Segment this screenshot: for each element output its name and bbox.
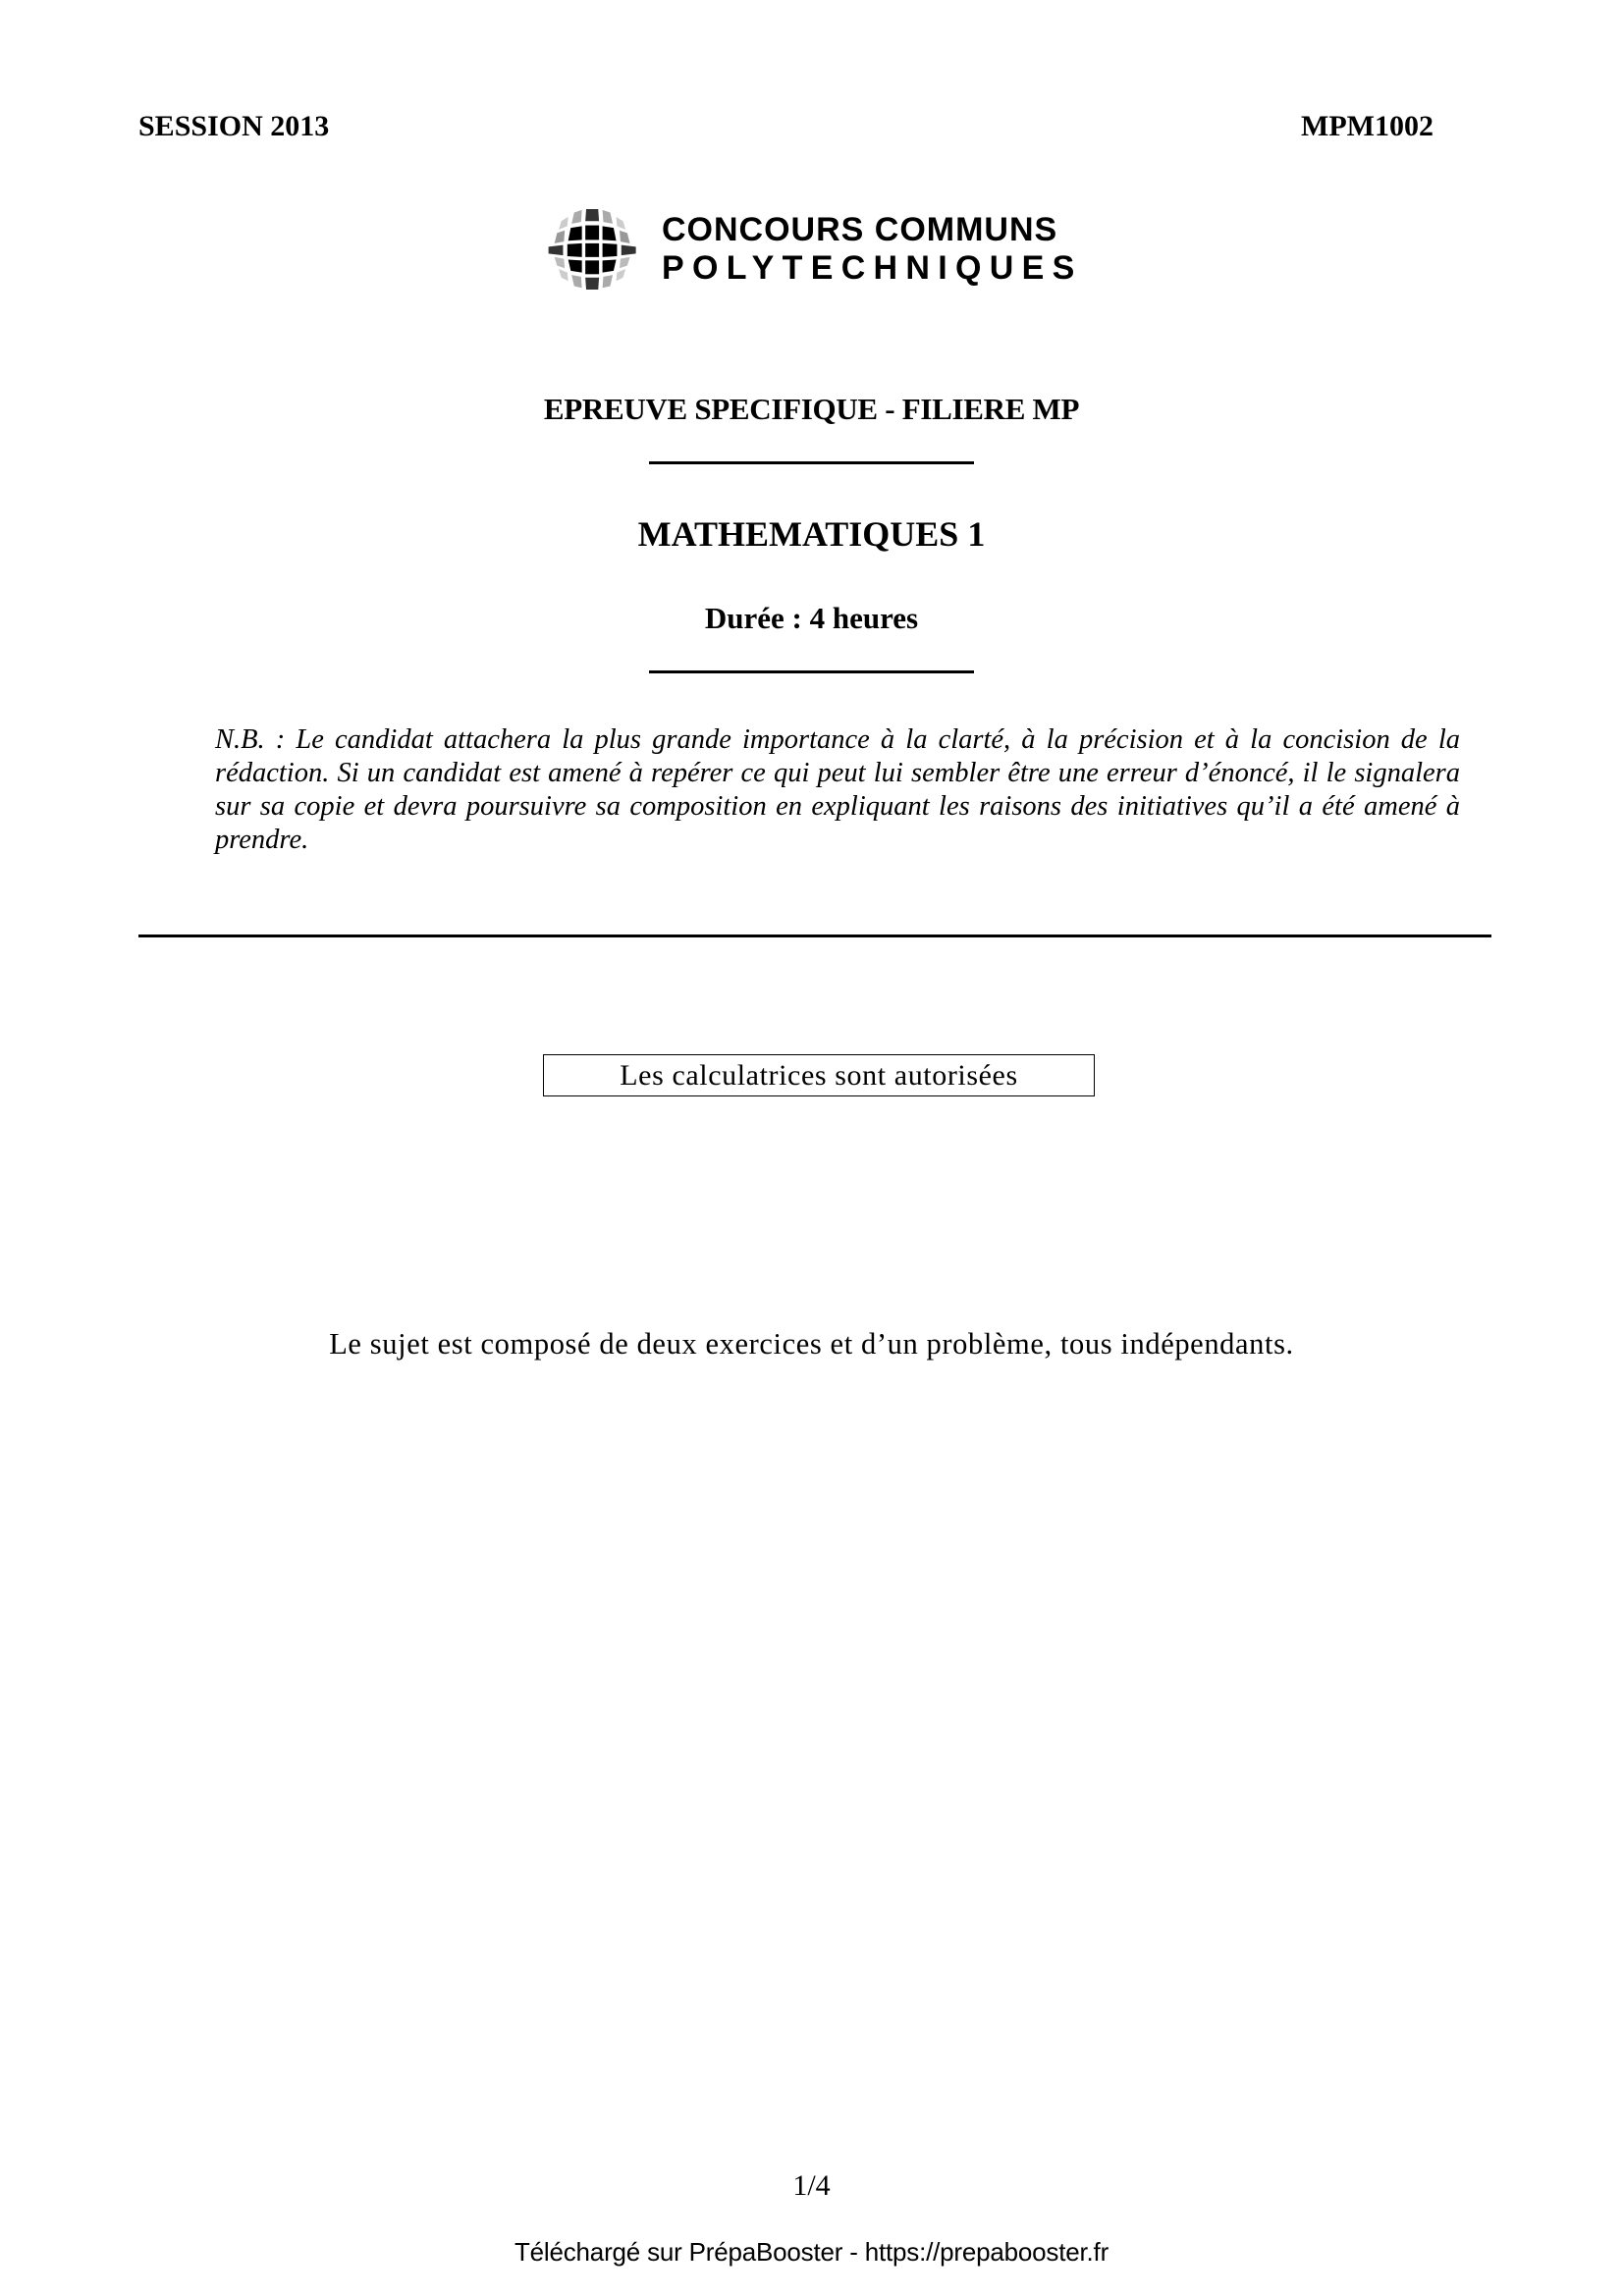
section-divider: [138, 934, 1491, 937]
subject-title: MATHEMATIQUES 1: [637, 514, 986, 554]
exam-duration: Durée : 4 heures: [704, 601, 919, 635]
exam-code: MPM1002: [1301, 110, 1434, 142]
grid-globe-icon: [546, 202, 640, 296]
exam-type-title: EPREUVE SPECIFIQUE - FILIERE MP: [543, 392, 1080, 426]
session-label: SESSION 2013: [138, 110, 330, 142]
logo-text: [662, 211, 1083, 288]
calculators-notice-box: [543, 1054, 1095, 1096]
title-divider: [649, 461, 974, 464]
duration-divider: [649, 670, 974, 673]
calculators-notice: Les calculatrices sont autorisées: [620, 1058, 1018, 1092]
ccp-logo: [546, 202, 1083, 296]
logo-line-2: POLYTECHNIQUES: [662, 249, 1083, 287]
page-number: 1/4: [792, 2169, 831, 2202]
download-footer: Téléchargé sur PrépaBooster - https://prepabooster.fr: [514, 2237, 1109, 2267]
composition-statement: Le sujet est composé de deux exercices et d’un problème, tous indépendants.: [329, 1327, 1294, 1361]
nb-notice: N.B. : Le candidat attachera la plus grande importance à la clarté, à la précision et à la concision de la rédaction. Si un candidat est amené à repérer ce qui peut lui sembler être une erreur d’énoncé, il le signalera sur sa copie et devra poursuivre sa composition en expliquant les raisons des initiatives qu’il a été amené à prendre.: [215, 724, 1460, 855]
logo-line-1: CONCOURS COMMUNS: [662, 210, 1058, 248]
